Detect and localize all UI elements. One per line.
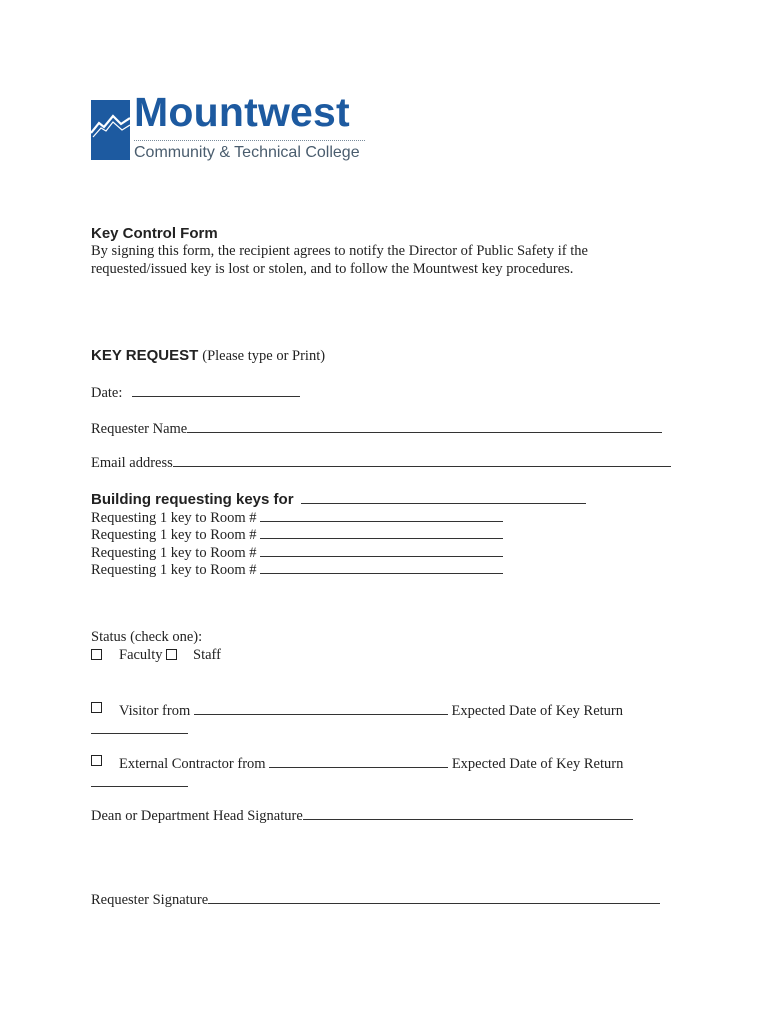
room-label: Requesting 1 key to Room #: [91, 545, 257, 561]
date-field[interactable]: [132, 382, 300, 397]
dean-signature-field[interactable]: [303, 805, 633, 820]
visitor-from-field[interactable]: [194, 700, 448, 715]
email-field[interactable]: [173, 452, 671, 467]
staff-label: Staff: [193, 647, 221, 663]
key-request-note: (Please type or Print): [202, 348, 326, 364]
room-label: Requesting 1 key to Room #: [91, 510, 257, 526]
room-field-1[interactable]: [260, 507, 503, 522]
contractor-from-field[interactable]: [269, 753, 448, 768]
date-label: Date:: [91, 385, 123, 401]
visitor-return-field[interactable]: [91, 719, 188, 734]
faculty-checkbox[interactable]: [91, 649, 102, 660]
form-title: Key Control Form: [91, 225, 218, 242]
email-label: Email address: [91, 455, 173, 471]
room-row-4: [91, 559, 503, 579]
room-label: Requesting 1 key to Room #: [91, 527, 257, 543]
requester-name-row: [91, 418, 662, 438]
building-row: [91, 489, 586, 509]
requester-signature-field[interactable]: [208, 889, 660, 904]
date-row: [91, 382, 300, 402]
visitor-return-row: [91, 719, 188, 739]
building-field[interactable]: [301, 489, 586, 504]
contractor-return-row: [91, 772, 188, 792]
intro-line-2: requested/issued key is lost or stolen, and to follow the Mountwest key procedures.: [91, 261, 574, 277]
visitor-checkbox[interactable]: [91, 702, 102, 713]
mountain-icon: [91, 100, 130, 160]
requester-signature-row: [91, 889, 660, 909]
contractor-return-label: Expected Date of Key Return: [451, 756, 624, 772]
requester-name-field[interactable]: [187, 418, 662, 433]
staff-checkbox[interactable]: [166, 649, 177, 660]
contractor-checkbox[interactable]: [91, 755, 102, 766]
contractor-label: External Contractor from: [119, 756, 266, 772]
key-request-title: KEY REQUEST: [91, 347, 199, 364]
visitor-label: Visitor from: [119, 703, 191, 719]
requester-name-label: Requester Name: [91, 421, 188, 437]
room-label: Requesting 1 key to Room #: [91, 562, 257, 578]
intro-line-1: By signing this form, the recipient agrees to notify the Director of Public Safety if the: [91, 243, 588, 259]
dean-signature-row: [91, 805, 633, 825]
visitor-row: [119, 700, 623, 720]
key-request-heading: [91, 347, 325, 365]
room-field-2[interactable]: [260, 524, 503, 539]
room-row-2: [91, 524, 503, 544]
room-field-3[interactable]: [260, 542, 503, 557]
faculty-label: Faculty: [119, 647, 163, 663]
logo-subtitle: Community & Technical College: [134, 144, 360, 161]
logo-divider: [134, 140, 365, 141]
status-label: Status (check one):: [91, 629, 203, 645]
building-heading: Building requesting keys for: [91, 491, 294, 508]
contractor-row: [119, 753, 623, 773]
visitor-return-label: Expected Date of Key Return: [451, 703, 623, 719]
logo-wordmark: Mountwest: [134, 89, 350, 135]
contractor-return-field[interactable]: [91, 772, 188, 787]
requester-signature-label: Requester Signature: [91, 892, 209, 908]
dean-signature-label: Dean or Department Head Signature: [91, 808, 303, 824]
email-row: [91, 452, 671, 472]
room-field-4[interactable]: [260, 559, 503, 574]
